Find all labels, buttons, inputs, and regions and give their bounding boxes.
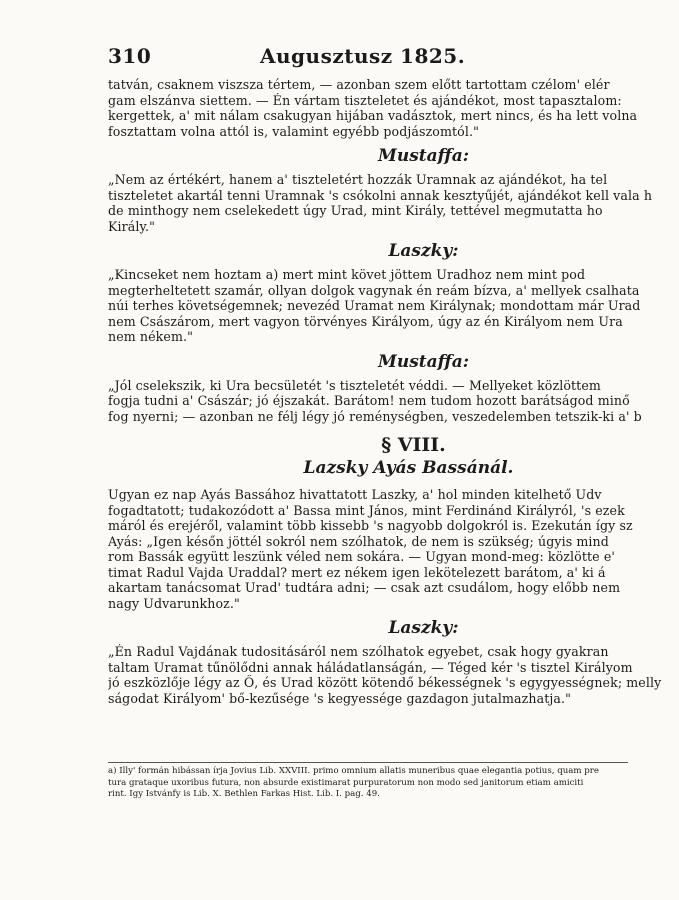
text-line: fosztattam volna attól is, valamint egyébb podjászomtól." [108,123,479,139]
paragraph [108,172,679,234]
paragraph [108,487,679,611]
speaker-heading: Laszky: [388,618,459,638]
text-line: fogadtatott; tudakozódott a' Bassa mint János, mint Ferdinánd Királyról, 's ezek [108,502,625,518]
text-line: taltam Uramat tűnölődni annak háládatlanságán, — Téged kér 's tisztel Királyom [108,659,633,675]
text-line: núi terhes követségemnek; nevezéd Uramat nem Királynak; mondottam már Urad [108,298,641,313]
text-line: nem Császárom, mert vagyon törvényes Királyom, úgy az én Királyom nem Ura [108,313,623,329]
text-line: rom Bassák együtt leszünk véled nem sokára. — Ugyan mond-meg: közlötte e' [108,549,615,564]
running-title: Augusztusz 1825. [260,44,466,68]
text-line: kergettek, a' mit nálam csakugyan hijában vadásztok, mert nincs, és ha lett volna [108,108,638,123]
text-line: Király." [108,218,156,234]
page-number: 310 [108,44,152,68]
footnote-line: tura grataque uxoribus futura, non absurde existimarat purpuratorum non modo sed janitorum etiam amiciti [108,777,584,788]
text-line: Ugyan ez nap Ayás Bassához hivattatott Laszky, a' hol minden kitelhető Udv [108,487,602,502]
text-line: fog nyerni; — azonban ne félj légy jó reménységben, veszedelemben tetszik-ki a' b [108,408,642,424]
text-line: tatván, csaknem viszsza tértem, — azonban szem előtt tartottam czélom' elér [108,77,610,92]
text-line: nagy Udvarunkhoz." [108,595,240,611]
page-header [108,44,679,72]
speaker-heading: Mustaffa: [378,351,469,372]
text-line: megterheltetett szamár, ollyan dolgok vagynak én reám bízva, a' mellyek csalhata [108,282,640,298]
text-line: nem nékem." [108,329,193,344]
page-body [108,77,679,706]
speaker-heading: Mustaffa: [378,146,469,166]
text-line: ságodat Királyom' bő-kezűsége 's kegyessége gazdagon jutalmazhatja." [108,690,571,706]
footnote [108,766,679,801]
footnote-line: rint. Igy Istvánfy is Lib. X. Bethlen Farkas Hist. Lib. I. pag. 49. [108,789,380,799]
paragraph [108,267,679,345]
text-line: fogja tudni a' Császár; jó éjszakát. Barátom! nem tudom hozott barátságod minő [108,393,630,408]
text-line: máról és erejéről, valamint több kissebb 's nagyobb dolgokról is. Ezekután így sz [108,518,633,533]
footnote-line: a) Illy' formán hibássan írja Jovius Lib. XXVIII. primo omnium allatis muneribus quae elegantia potius, quam pre [108,766,599,776]
section-subheading: Lazsky Ayás Bassánál. [303,458,514,478]
text-line: „Én Radul Vajdának tudositásáról nem szólhatok egyebet, csak hogy gyakran [108,644,609,659]
footnote-rule [108,762,628,763]
text-line: tiszteletet akartál tenni Uramnak 's csókolni annak kesztyűjét, ajándékot kell vala h [108,187,653,203]
text-line: gam elszánva siettem. — Én vártam tiszteletet és ajándékot, most tapasztalom: [108,92,622,108]
speaker-heading: Laszky: [388,241,459,261]
text-line: akartam tanácsomat Urad' tudtára adni; — csak azt csudálom, hogy előbb nem [108,580,621,595]
text-line: de minthogy nem cselekedett úgy Urad, mint Király, tettével megmutatta ho [108,203,603,218]
paragraph [108,644,679,706]
text-line: timat Radul Vajda Uraddal? mert ez nékem igen lekötelezett barátom, a' ki á [108,564,606,580]
paragraph [108,378,679,425]
text-line: „Jól cselekszik, ki Ura becsületét 's tiszteletét véddi. — Mellyeket közlöttem [108,377,601,393]
section-heading: § VIII. [381,434,446,456]
text-line: „Nem az értékért, hanem a' tiszteletért hozzák Uramnak az ajándékot, ha tel [108,172,608,187]
text-line: jó eszközlője légy az Ő, és Urad között kötendő békességnek 's egygyességnek; melly [108,675,662,690]
text-line: „Kincseket nem hoztam a) mert mint követ jöttem Uradhoz nem mint pod [108,267,586,282]
paragraph [108,77,679,139]
text-line: Ayás: „Igen későn jöttél sokról nem szólhatok, de nem is szükség; úgyis mind [108,533,609,549]
